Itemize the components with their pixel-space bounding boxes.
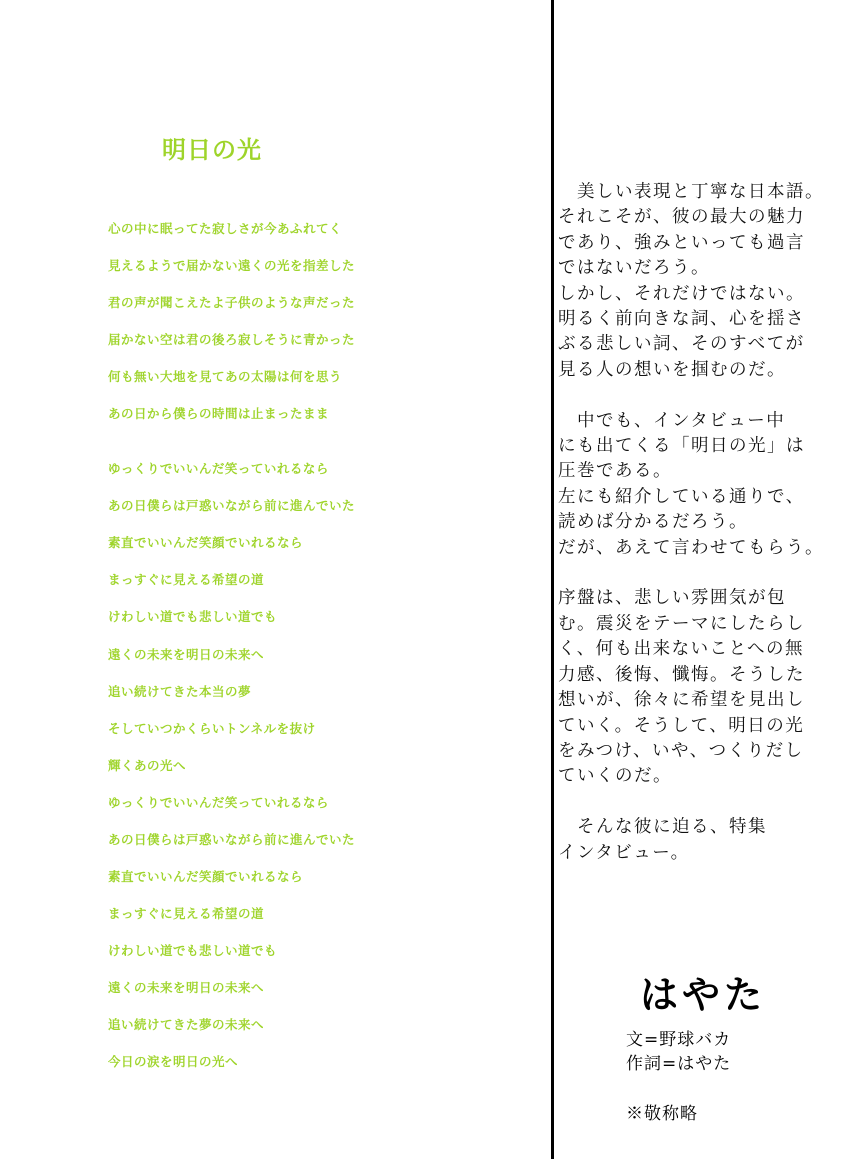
lyric-line: 追い続けてきた本当の夢 [108,684,252,699]
lyric-line: 見えるようで届かない遠くの光を指差した [108,258,356,273]
text-credit: 文=野球バカ [626,1030,732,1050]
lyric-line: 君の声が聞こえたよ子供のような声だった [108,295,356,310]
lyric-line: まっすぐに見える希望の道 [108,572,265,587]
lyric-line: 今日の涙を明日の光へ [108,1054,239,1069]
article-body [558,180,848,891]
lyric-line: 届かない空は君の後ろ寂しそうに青かった [108,332,356,347]
lyric-line: そしていつかくらいトンネルを抜け [108,721,316,736]
article-paragraph: 美しい表現と丁寧な日本語。 それこそが、彼の最大の魅力 であり、強みといっても過言 ではないだろう。 しかし、それだけではない。 明るく前向きな詞、心を揺さ ぶる悲しい詞、そのすべてが 見る人の想いを掴むのだ。 [558,182,824,380]
lyric-line: けわしい道でも悲しい道でも [108,943,278,958]
lyric-line: 輝くあの光へ [108,758,187,773]
lyric-line: 追い続けてきた夢の未来へ [108,1017,265,1032]
lyrics-title: 明日の光 [162,136,262,164]
lyric-line: あの日から僕らの時間は止まったまま [108,406,330,421]
lyric-line: 遠くの未来を明日の未来へ [108,647,265,662]
lyric-line: まっすぐに見える希望の道 [108,906,265,921]
article-paragraph: そんな彼に迫る、特集 インタビュー。 [558,817,767,863]
lyric-line: 素直でいいんだ笑顔でいれるなら [108,535,304,550]
column-divider [551,0,554,1159]
lyric-line: 素直でいいんだ笑顔でいれるなら [108,869,304,884]
lyric-line: ゆっくりでいいんだ笑っていれるなら [108,795,329,810]
lyric-line: あの日僕らは戸惑いながら前に進んでいた [108,832,356,847]
article-paragraph: 中でも、インタビュー中 にも出てくる「明日の光」は 圧巻である。 左にも紹介している通りで、 読めば分かるだろう。 だが、あえて言わせてもらう。 [558,410,824,558]
lyrics-credit: 作詞=はやた [626,1054,732,1074]
artist-name: はやた [640,972,767,1017]
lyric-line: けわしい道でも悲しい道でも [108,609,278,624]
lyric-line: あの日僕らは戸惑いながら前に進んでいた [108,498,356,513]
lyric-line: 何も無い大地を見てあの太陽は何を思う [108,369,343,384]
lyric-line: 遠くの未来を明日の未来へ [108,980,265,995]
lyric-line: ゆっくりでいいんだ笑っていれるなら [108,461,329,476]
honorific-note: ※敬称略 [626,1104,698,1124]
article-paragraph: 序盤は、悲しい雰囲気が包 む。震災をテーマにしたらし く、何も出来ないことへの無 力感、後悔、懺悔。そうした 想いが、徐々に希望を見出し ていく。そうして、明日の光 をみつけ、いや、つくりだし ていくのだ。 [558,588,805,787]
lyric-line: 心の中に眠ってた寂しさが今あふれてく [108,221,343,236]
